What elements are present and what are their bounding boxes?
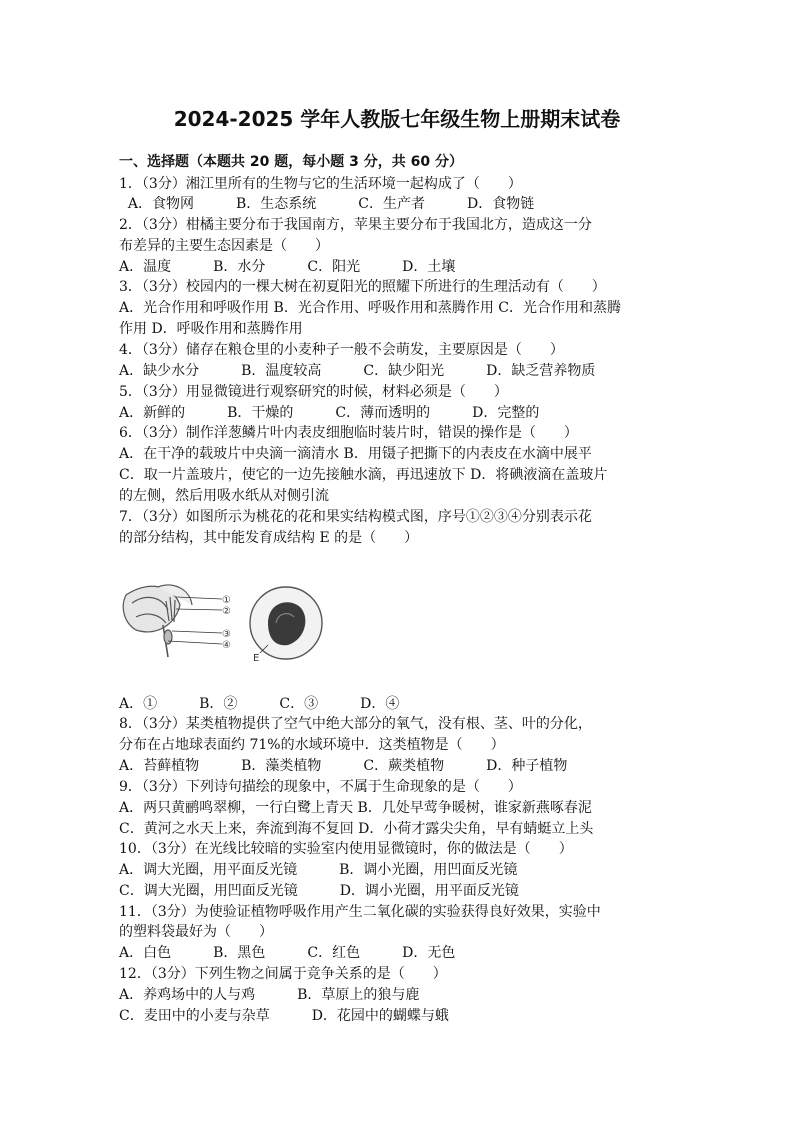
option-line: A．光合作用和呼吸作用 B．光合作用、呼吸作用和蒸腾作用 C．光合作用和蒸腾 (119, 300, 622, 316)
option-line: A．苔藓植物 B．藻类植物 C．蕨类植物 D．种子植物 (119, 758, 568, 774)
option-line: A．养鸡场中的人与鸡 B．草原上的狼与鹿 (119, 987, 420, 1003)
question-line: 12．（3分）下列生物之间属于竞争关系的是（ ） (119, 966, 447, 982)
question-line: 1．（3分）湘江里所有的生物与它的生活环境一起构成了（ ） (119, 176, 522, 192)
flower-diagram (123, 585, 222, 657)
question-line: 11．（3分）为使验证植物呼吸作用产生二氧化碳的实验获得良好效果，实验中 (119, 904, 601, 920)
option-line: C．取一片盖玻片，使它的一边先接触水滴，再迅速放下 D．将碘液滴在盖玻片 (119, 467, 608, 483)
figure-label-3: ③ (222, 629, 231, 640)
question-line: 3．（3分）校园内的一棵大树在初夏阳光的照耀下所进行的生理活动有（ ） (119, 279, 606, 295)
figure-label-4: ④ (222, 640, 231, 651)
question-line: 布差异的主要生态因素是（ ） (119, 238, 329, 254)
fruit-diagram (250, 587, 322, 659)
figure-label-1: ① (222, 595, 231, 606)
option-line: A．① B．② C．③ D．④ (119, 696, 400, 712)
question-line: 7．（3分）如图所示为桃花的花和果实结构模式图，序号①②③④分别表示花 (119, 509, 592, 525)
question-line: 的塑料袋最好为（ ） (119, 924, 273, 940)
option-line: A．新鲜的 B．干燥的 C．薄而透明的 D．完整的 (119, 405, 540, 421)
figure-label-2: ② (222, 606, 231, 617)
option-line: A．缺少水分 B．温度较高 C．缺少阳光 D．缺乏营养物质 (119, 363, 596, 379)
question-line: 4．（3分）储存在粮仓里的小麦种子一般不会萌发，主要原因是（ ） (119, 342, 564, 358)
option-line: A．两只黄鹂鸣翠柳，一行白鹭上青天 B．几处早莺争暖树，谁家新燕啄春泥 (119, 800, 592, 816)
section-heading: 一、选择题（本题共 20 题，每小题 3 分，共 60 分） (119, 154, 463, 170)
option-line: C．麦田中的小麦与杂草 D．花园中的蝴蝶与蛾 (119, 1008, 449, 1024)
page-title: 2024-2025 学年人教版七年级生物上册期末试卷 (173, 107, 621, 131)
option-line: C．调大光圈，用凹面反光镜 D．调小光圈，用平面反光镜 (119, 883, 519, 899)
option-line: A．食物网 B．生态系统 C．生产者 D．食物链 (119, 196, 535, 212)
option-line: A．白色 B．黑色 C．红色 D．无色 (119, 945, 456, 961)
question-line: 分布在占地球表面约 71%的水域环境中．这类植物是（ ） (119, 737, 505, 753)
question-line: 的部分结构，其中能发育成结构 E 的是（ ） (119, 530, 419, 546)
option-line: A．温度 B．水分 C．阳光 D．土壤 (119, 259, 456, 275)
option-line: C．黄河之水天上来，奔流到海不复回 D．小荷才露尖尖角，早有蜻蜓立上头 (119, 821, 594, 837)
figure-label-e: E (253, 653, 260, 664)
question-line: 6．（3分）制作洋葱鳞片叶内表皮细胞临时装片时，错误的操作是（ ） (119, 425, 578, 441)
peach-flower-fruit-figure (118, 575, 348, 670)
option-line: 作用 D．呼吸作用和蒸腾作用 (119, 321, 303, 337)
question-line: 2．（3分）柑橘主要分布于我国南方，苹果主要分布于我国北方，造成这一分 (119, 217, 592, 233)
option-line: 的左侧，然后用吸水纸从对侧引流 (119, 488, 329, 504)
question-line: 10．（3分）在光线比较暗的实验室内使用显微镜时，你的做法是（ ） (119, 841, 573, 857)
question-line: 9．（3分）下列诗句描绘的现象中，不属于生命现象的是（ ） (119, 779, 522, 795)
option-line: A．在干净的载玻片中央滴一滴清水 B．用镊子把撕下的内表皮在水滴中展平 (119, 446, 592, 462)
question-line: 8．（3分）某类植物提供了空气中绝大部分的氧气，没有根、茎、叶的分化， (119, 716, 592, 732)
question-line: 5．（3分）用显微镜进行观察研究的时候，材料必须是（ ） (119, 384, 508, 400)
option-line: A．调大光圈，用平面反光镜 B．调小光圈，用凹面反光镜 (119, 862, 518, 878)
